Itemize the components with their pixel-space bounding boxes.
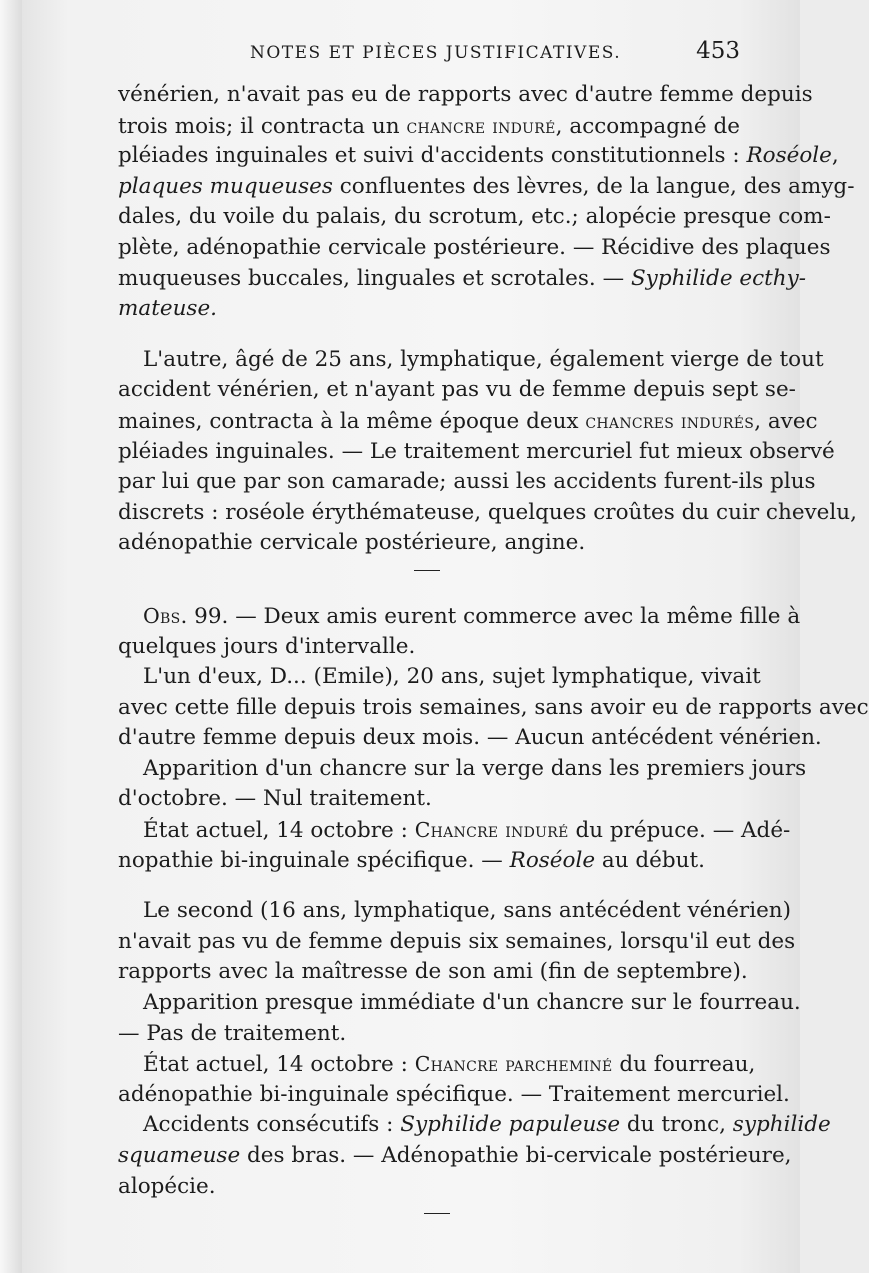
separator-dash [414, 570, 440, 571]
obs-label: Obs [143, 603, 181, 628]
text-line: plète, adénopathie cervicale postérieure. — Récidive des plaques [118, 234, 831, 260]
text-line [118, 1110, 831, 1141]
text-line [118, 264, 807, 295]
text-line: discrets : roséole érythémateuse, quelques croûtes du cuir chevelu, [118, 499, 857, 525]
page-number: 453 [696, 38, 740, 64]
italic-term: Syphilide ecthy- [630, 265, 807, 291]
text-line [118, 846, 740, 877]
italic-term: Roséole [509, 847, 596, 873]
text-line [118, 1049, 756, 1080]
text-run: du tronc, [620, 1112, 733, 1138]
text-run: État actuel, 14 octobre : [143, 818, 415, 844]
page-header [115, 40, 740, 70]
separator-dash [424, 1213, 450, 1214]
small-caps-term: Chancre induré [414, 818, 569, 843]
text-line: mateuse. [118, 296, 218, 322]
text-line: dales, du voile du palais, du scrotum, etc.; alopécie presque com- [118, 204, 831, 230]
text-line [118, 406, 818, 437]
italic-term: Syphilide papuleuse [400, 1112, 621, 1138]
small-caps-term: chancres indurés [585, 408, 755, 433]
text-line [118, 815, 791, 846]
text-run: du fourreau, [612, 1052, 756, 1078]
running-title: NOTES ET PIÈCES JUSTIFICATIVES. [250, 43, 622, 63]
text-run: du prépuce. — Adé- [568, 818, 791, 844]
text-line: avec cette fille depuis trois semaines, sans avoir eu de rapports avec [118, 694, 869, 720]
italic-term: syphilide [732, 1112, 831, 1138]
page-gutter [0, 0, 22, 1273]
paragraph-gap [118, 325, 740, 345]
text-line: Apparition d'un chancre sur la verge dans les premiers jours [143, 755, 807, 781]
text-run: nopathie bi-inguinale spécifique. — [118, 847, 510, 873]
text-run: muqueuses buccales, linguales et scrotales. — [118, 265, 631, 291]
text-run: confluentes des lèvres, de la langue, des amyg- [332, 173, 855, 199]
section-separator [118, 1202, 740, 1224]
text-line: alopécie. [118, 1173, 216, 1199]
text-line: rapports avec la maîtresse de son ami (fin de septembre). [118, 959, 748, 985]
text-line: adénopathie bi-inguinale spécifique. — Traitement mercuriel. [118, 1081, 790, 1107]
text-line: n'avait pas vu de femme depuis six semaines, lorsqu'il eut des [118, 928, 796, 954]
text-line [118, 111, 740, 142]
text-line: d'octobre. — Nul traitement. [118, 786, 432, 812]
text-run: des bras. — Adénopathie bi-cervicale postérieure, [240, 1143, 792, 1168]
text-run: au début. [595, 847, 705, 873]
small-caps-term: Chancre parcheminé [414, 1052, 613, 1077]
text-line: pléiades inguinales. — Le traitement mercuriel fut mieux observé [118, 438, 835, 464]
text-line [118, 1141, 792, 1172]
body-text [118, 80, 869, 1224]
text-run: , [831, 143, 839, 169]
text-line: adénopathie cervicale postérieure, angine. [118, 530, 586, 556]
small-caps-term: chancre induré [406, 113, 556, 138]
italic-term: squameuse [118, 1143, 241, 1168]
text-line: d'autre femme depuis deux mois. — Aucun antécédent vénérien. [118, 725, 822, 751]
text-run: Accidents consécutifs : [143, 1112, 401, 1138]
paragraph-gap [118, 876, 740, 896]
text-run: . 99. — Deux amis eurent commerce avec la même fille à [180, 603, 801, 629]
italic-term: Roséole [746, 143, 832, 169]
text-line: accident vénérien, et n'ayant pas vu de femme depuis sept se- [118, 377, 796, 403]
text-line [118, 172, 855, 203]
text-run: , avec [754, 408, 818, 434]
text-line [118, 141, 839, 172]
text-line: L'autre, âgé de 25 ans, lymphatique, également vierge de tout [143, 346, 824, 372]
text-run: pléiades inguinales et suivi d'accidents constitutionnels : [118, 143, 747, 169]
paragraph-gap [118, 581, 740, 601]
text-line: vénérien, n'avait pas eu de rapports avec d'autre femme depuis [118, 82, 813, 107]
text-line [118, 601, 801, 632]
text-line: quelques jours d'intervalle. [118, 633, 416, 659]
section-separator [118, 559, 740, 581]
text-line: Apparition presque immédiate d'un chancre sur le fourreau. [143, 990, 801, 1016]
italic-term: plaques muqueuses [118, 173, 333, 199]
text-run: trois mois; il contracta un [118, 113, 407, 139]
text-line: par lui que par son camarade; aussi les accidents furent-ils plus [118, 469, 816, 495]
text-run: maines, contracta à la même époque deux [118, 408, 586, 434]
text-run: État actuel, 14 octobre : [143, 1052, 415, 1078]
text-line: L'un d'eux, D... (Emile), 20 ans, sujet lymphatique, vivait [143, 664, 761, 690]
text-line: Le second (16 ans, lymphatique, sans antécédent vénérien) [143, 898, 792, 924]
text-run: , accompagné de [555, 113, 740, 139]
text-line: — Pas de traitement. [118, 1020, 347, 1046]
